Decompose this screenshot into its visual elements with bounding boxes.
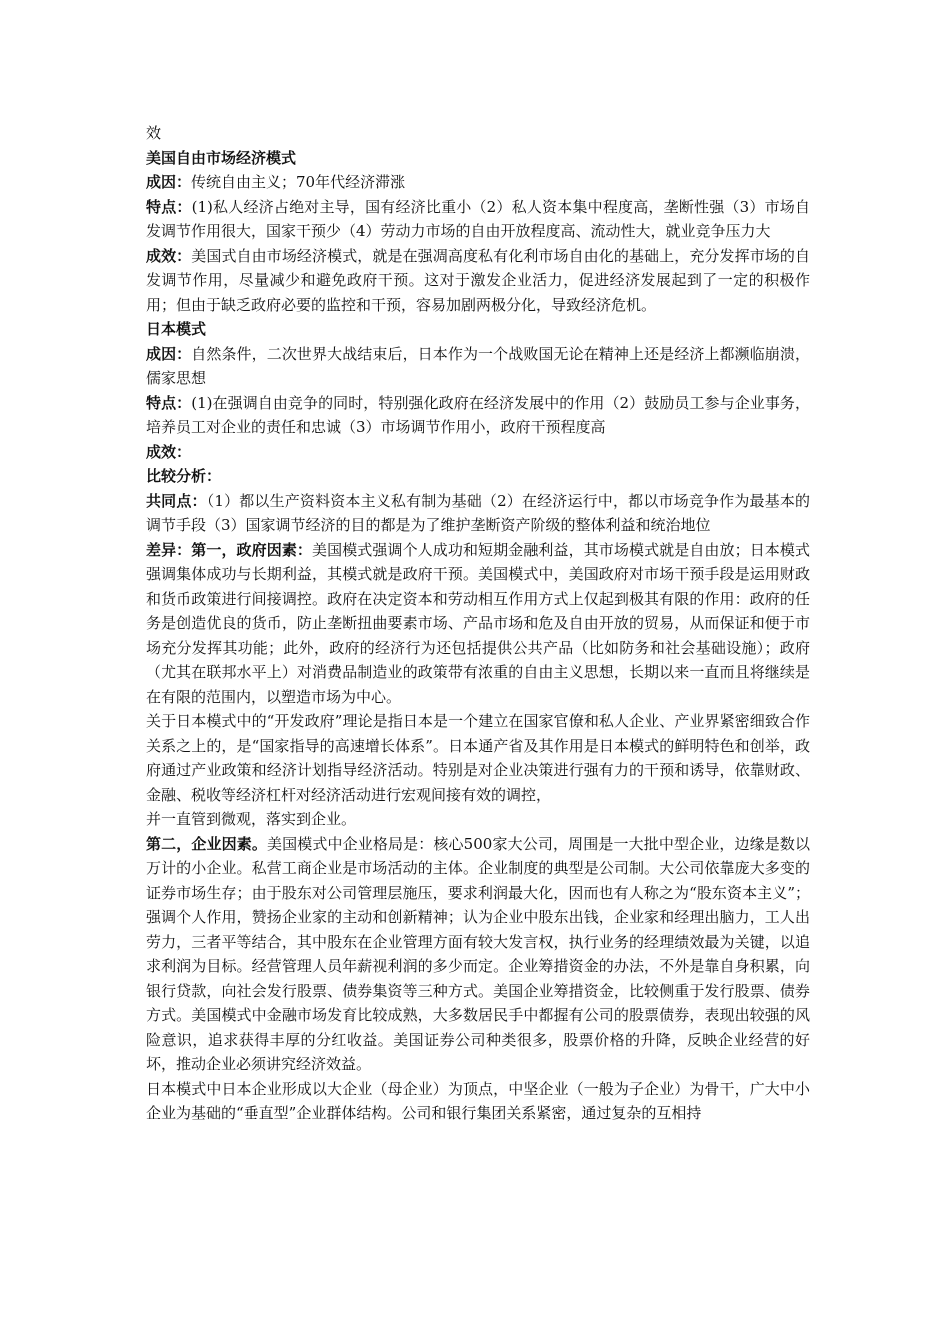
heading-us-model: 美国自由市场经济模式 (146, 148, 297, 167)
paragraph-us-cause: 成因：传统自由主义；70年代经济滞涨 (146, 173, 406, 191)
paragraph-common-points: 共同点：（1）都以生产资料资本主义私有制为基础（2）在经济运行中，都以市场竞争作为最基本的调节手段（3）国家调节经济的目的都是为了维护垄断资产阶级的整体利益和统治地位 (146, 491, 810, 534)
paragraph-jp-enterprise: 日本模式中日本企业形成以大企业（母企业）为顶点，中坚企业（一般为子企业）为骨干，广大中小企业为基础的“垂直型”企业群体结构。公司和银行集团关系紧密，通过复杂的互相持 (146, 1079, 810, 1122)
heading-japan-model: 日本模式 (146, 320, 207, 338)
label-effect: 成效： (146, 246, 192, 265)
paragraph-jp-government: 关于日本模式中的“开发政府”理论是指日本是一个建立在国家官僚和私人企业、产业界紧密细致合作关系之上的，是“国家指导的高速增长体系”。日本通产省及其作用是日本模式的鲜明特色和创举，政府通过产业政策和经济计划指导经济活动。特别是对企业决策进行强有力的干预和诱导，依靠财政、金融、税收等经济杠杆对经济活动进行宏观间接有效的调控， (146, 712, 810, 804)
paragraph-enterprise-factor: 第二，企业因素。美国模式中企业格局是：核心500家大公司，周围是一大批中型企业，边缘是数以万计的小企业。私营工商企业是市场活动的主体。企业制度的典型是公司制。大公司依靠庞大多变的证券市场生存；由于股东对公司管理层施压，要求利润最大化，因而也有人称之为“股东资本主义”；强调个人作用，赞扬企业家的主动和创新精神；认为企业中股东出钱，企业家和经理出脑力，工人出劳力，三者平等结合，其中股东在企业管理方面有较大发言权，执行业务的经理绩效最为关键，以追求利润为目标。经营管理人员年薪视利润的多少而定。企业筹措资金的办法，不外是靠自身积累，向银行贷款，向社会发行股票、债券集资等三种方式。美国企业筹措资金，比较侧重于发行股票、债券方式。美国模式中金融市场发育比较成熟，大多数居民手中都握有公司的股票债券，表现出较强的风险意识，追求获得丰厚的分红收益。美国证券公司种类很多，股票价格的升降，反映企业经营的好坏，推动企业必须讲究经济效益。 (146, 834, 810, 1073)
paragraph-difference-government: 差异：第一，政府因素：美国模式强调个人成功和短期金融利益，其市场模式就是自由放；日本模式强调集体成功与长期利益，其模式就是政府干预。美国模式中，美国政府对市场干预手段是运用财政和货币政策进行间接调控。政府在决定资本和劳动相互作用方式上仅起到极其有限的作用：政府的任务是创造优良的货币，防止垄断扭曲要素市场、产品市场和危及自由开放的贸易，从而保证和便于市场充分发挥其功能；此外，政府的经济行为还包括提供公共产品（比如防务和社会基础设施）；政府（尤其在联邦水平上）对消费品制造业的政策带有浓重的自由主义思想，长期以来一直而且将继续是在有限的范围内，以塑造市场为中心。 (146, 540, 810, 706)
paragraph-jp-features: 特点：(1)在强调自由竞争的同时，特别强化政府在经济发展中的作用（2）鼓励员工参与企业事务，培养员工对企业的责任和忠诚（3）市场调节作用小，政府干预程度高 (146, 393, 810, 436)
paragraph-us-effect: 成效：美国式自由市场经济模式，就是在强凋高度私有化利市场自由化的基础上，充分发挥市场的自发调节作用，尽量减少和避免政府干预。这对于激发企业活力，促进经济发展起到了一定的积极作用；但由于缺乏政府必要的监控和干预，容易加剧两极分化，导致经济危机。 (146, 246, 810, 314)
label-jp-effect: 成效： (146, 442, 192, 461)
label-second: 第二，企业因素。 (146, 834, 268, 853)
heading-comparison: 比较分析： (146, 467, 222, 485)
label-cause: 成因： (146, 173, 192, 191)
label-common: 共同点： (146, 491, 207, 510)
paragraph-fragment: 效 (146, 124, 162, 142)
label-difference: 差异：第一，政府因素： (146, 540, 313, 559)
label-features: 特点： (146, 393, 192, 412)
paragraph-jp-cause: 成因：自然条件，二次世界大战结束后，日本作为一个战败国无论在精神上还是经济上都濒临崩溃，儒家思想 (146, 344, 810, 387)
label-features: 特点： (146, 197, 192, 216)
document-body (146, 121, 810, 1126)
label-cause: 成因： (146, 344, 192, 363)
paragraph-us-features: 特点：(1)私人经济占绝对主导，国有经济比重小（2）私人资本集中程度高，垄断性强（3）市场自发调节作用很大，国家干预少（4）劳动力市场的自由开放程度高、流动性大，就业竞争压力大 (146, 197, 810, 240)
paragraph-jp-government-tail: 并一直管到微观，落实到企业。 (146, 810, 357, 828)
